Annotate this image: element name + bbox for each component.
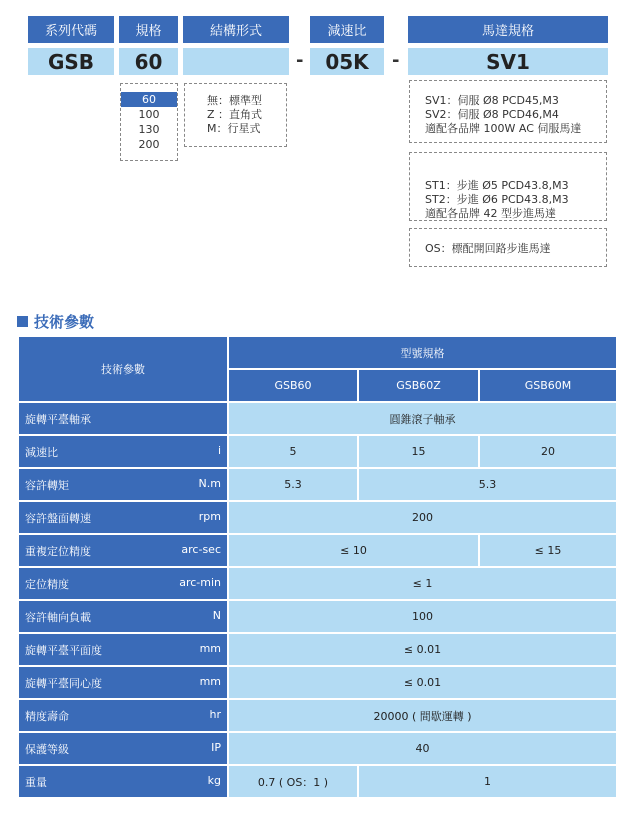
param-unit: hr [209, 707, 221, 721]
param-name: 容許轉矩 [25, 478, 69, 492]
motor-option: 適配各品牌 42 型步進馬達 [425, 207, 556, 220]
section-title [17, 311, 94, 332]
value-structure [183, 48, 289, 75]
model-header: 型號規格 [228, 336, 617, 369]
table-row [18, 699, 617, 732]
value-cell: ≤ 0.01 [228, 633, 617, 666]
row-label [18, 435, 228, 468]
value-ratio: 05K [310, 48, 384, 75]
structure-option: Z ：直角式 [207, 108, 263, 121]
header-size: 規格 [119, 16, 178, 43]
value-cell: 圓錐滾子軸承 [228, 402, 617, 435]
row-label [18, 699, 228, 732]
param-name: 容許軸向負載 [25, 610, 91, 624]
table-row [18, 765, 617, 798]
size-option: 200 [138, 138, 160, 151]
param-name: 旋轉平臺同心度 [25, 676, 102, 690]
model-col: GSB60Z [358, 369, 479, 402]
value-cell: 100 [228, 600, 617, 633]
table-row [18, 732, 617, 765]
value-cell: 20000 ( 間歇運轉 ) [228, 699, 617, 732]
value-cell: 15 [358, 435, 479, 468]
param-name: 旋轉平臺軸承 [25, 412, 91, 426]
value-cell: 200 [228, 501, 617, 534]
param-unit: N.m [198, 476, 221, 490]
param-unit: rpm [198, 509, 221, 523]
row-label [18, 600, 228, 633]
model-col: GSB60M [479, 369, 617, 402]
param-unit: IP [211, 740, 221, 754]
row-label [18, 501, 228, 534]
size-option: 100 [138, 108, 160, 121]
table-row [18, 600, 617, 633]
motor-option: ST1：步進 Ø5 PCD43.8,M3 [425, 179, 569, 192]
row-label [18, 402, 228, 435]
row-label [18, 732, 228, 765]
row-label [18, 567, 228, 600]
model-col: GSB60 [228, 369, 358, 402]
motor-option: ST2：步進 Ø6 PCD43.8,M3 [425, 193, 569, 206]
header-series-code: 系列代碼 [28, 16, 114, 43]
structure-option: M：行星式 [207, 122, 261, 135]
param-unit: arc-sec [181, 542, 221, 556]
table-row [18, 501, 617, 534]
table-row [18, 666, 617, 699]
value-size: 60 [119, 48, 178, 75]
value-cell: 20 [479, 435, 617, 468]
motor-option: 適配各品牌 100W AC 伺服馬達 [425, 122, 582, 135]
os-box [409, 228, 607, 267]
separator: - [392, 50, 400, 71]
value-cell: 5.3 [358, 468, 617, 501]
servo-box [409, 80, 607, 143]
size-option: 130 [138, 123, 160, 136]
param-name: 減速比 [25, 445, 58, 459]
section-title-text: 技術參數 [34, 313, 95, 331]
table-row [18, 435, 617, 468]
stepper-box [409, 152, 607, 221]
value-series-code: GSB [28, 48, 114, 75]
structure-option: 無：標準型 [207, 94, 262, 107]
row-label [18, 468, 228, 501]
param-unit: mm [199, 641, 221, 655]
value-motor: SV1 [408, 48, 608, 75]
value-cell: 40 [228, 732, 617, 765]
value-cell: ≤ 15 [479, 534, 617, 567]
separator: - [296, 50, 304, 71]
motor-option: SV1：伺服 Ø8 PCD45,M3 [425, 94, 559, 107]
param-name: 旋轉平臺平面度 [25, 643, 102, 657]
param-unit: N [212, 608, 221, 622]
size-options-box [120, 83, 178, 161]
row-label [18, 765, 228, 798]
value-cell: 5.3 [228, 468, 358, 501]
value-cell: 1 [358, 765, 617, 798]
header-motor: 馬達規格 [408, 16, 608, 43]
param-name: 定位精度 [25, 577, 69, 591]
row-label [18, 666, 228, 699]
motor-option: SV2：伺服 Ø8 PCD46,M4 [425, 108, 559, 121]
motor-option: OS：標配開回路步進馬達 [425, 242, 551, 255]
header-ratio: 減速比 [310, 16, 384, 43]
param-unit: arc-min [179, 575, 221, 589]
param-name: 容許盤面轉速 [25, 511, 91, 525]
value-cell: 5 [228, 435, 358, 468]
value-cell: ≤ 1 [228, 567, 617, 600]
size-option: 60 [121, 92, 177, 107]
table-row [18, 402, 617, 435]
value-cell: 0.7 ( OS：1 ) [228, 765, 358, 798]
param-name: 保護等級 [25, 742, 69, 756]
header-structure: 結構形式 [183, 16, 289, 43]
value-cell: ≤ 0.01 [228, 666, 617, 699]
square-bullet-icon [17, 316, 28, 327]
param-header: 技術參數 [18, 336, 228, 402]
param-name: 重複定位精度 [25, 544, 91, 558]
param-name: 重量 [25, 775, 47, 789]
table-row [18, 567, 617, 600]
value-cell: ≤ 10 [228, 534, 479, 567]
param-name: 精度壽命 [25, 709, 69, 723]
structure-box [184, 83, 287, 147]
param-unit: i [217, 443, 221, 457]
table-row [18, 468, 617, 501]
table-row [18, 633, 617, 666]
param-unit: mm [199, 674, 221, 688]
spec-table [17, 335, 618, 799]
row-label [18, 534, 228, 567]
table-row [18, 534, 617, 567]
param-unit: kg [207, 773, 221, 787]
row-label [18, 633, 228, 666]
